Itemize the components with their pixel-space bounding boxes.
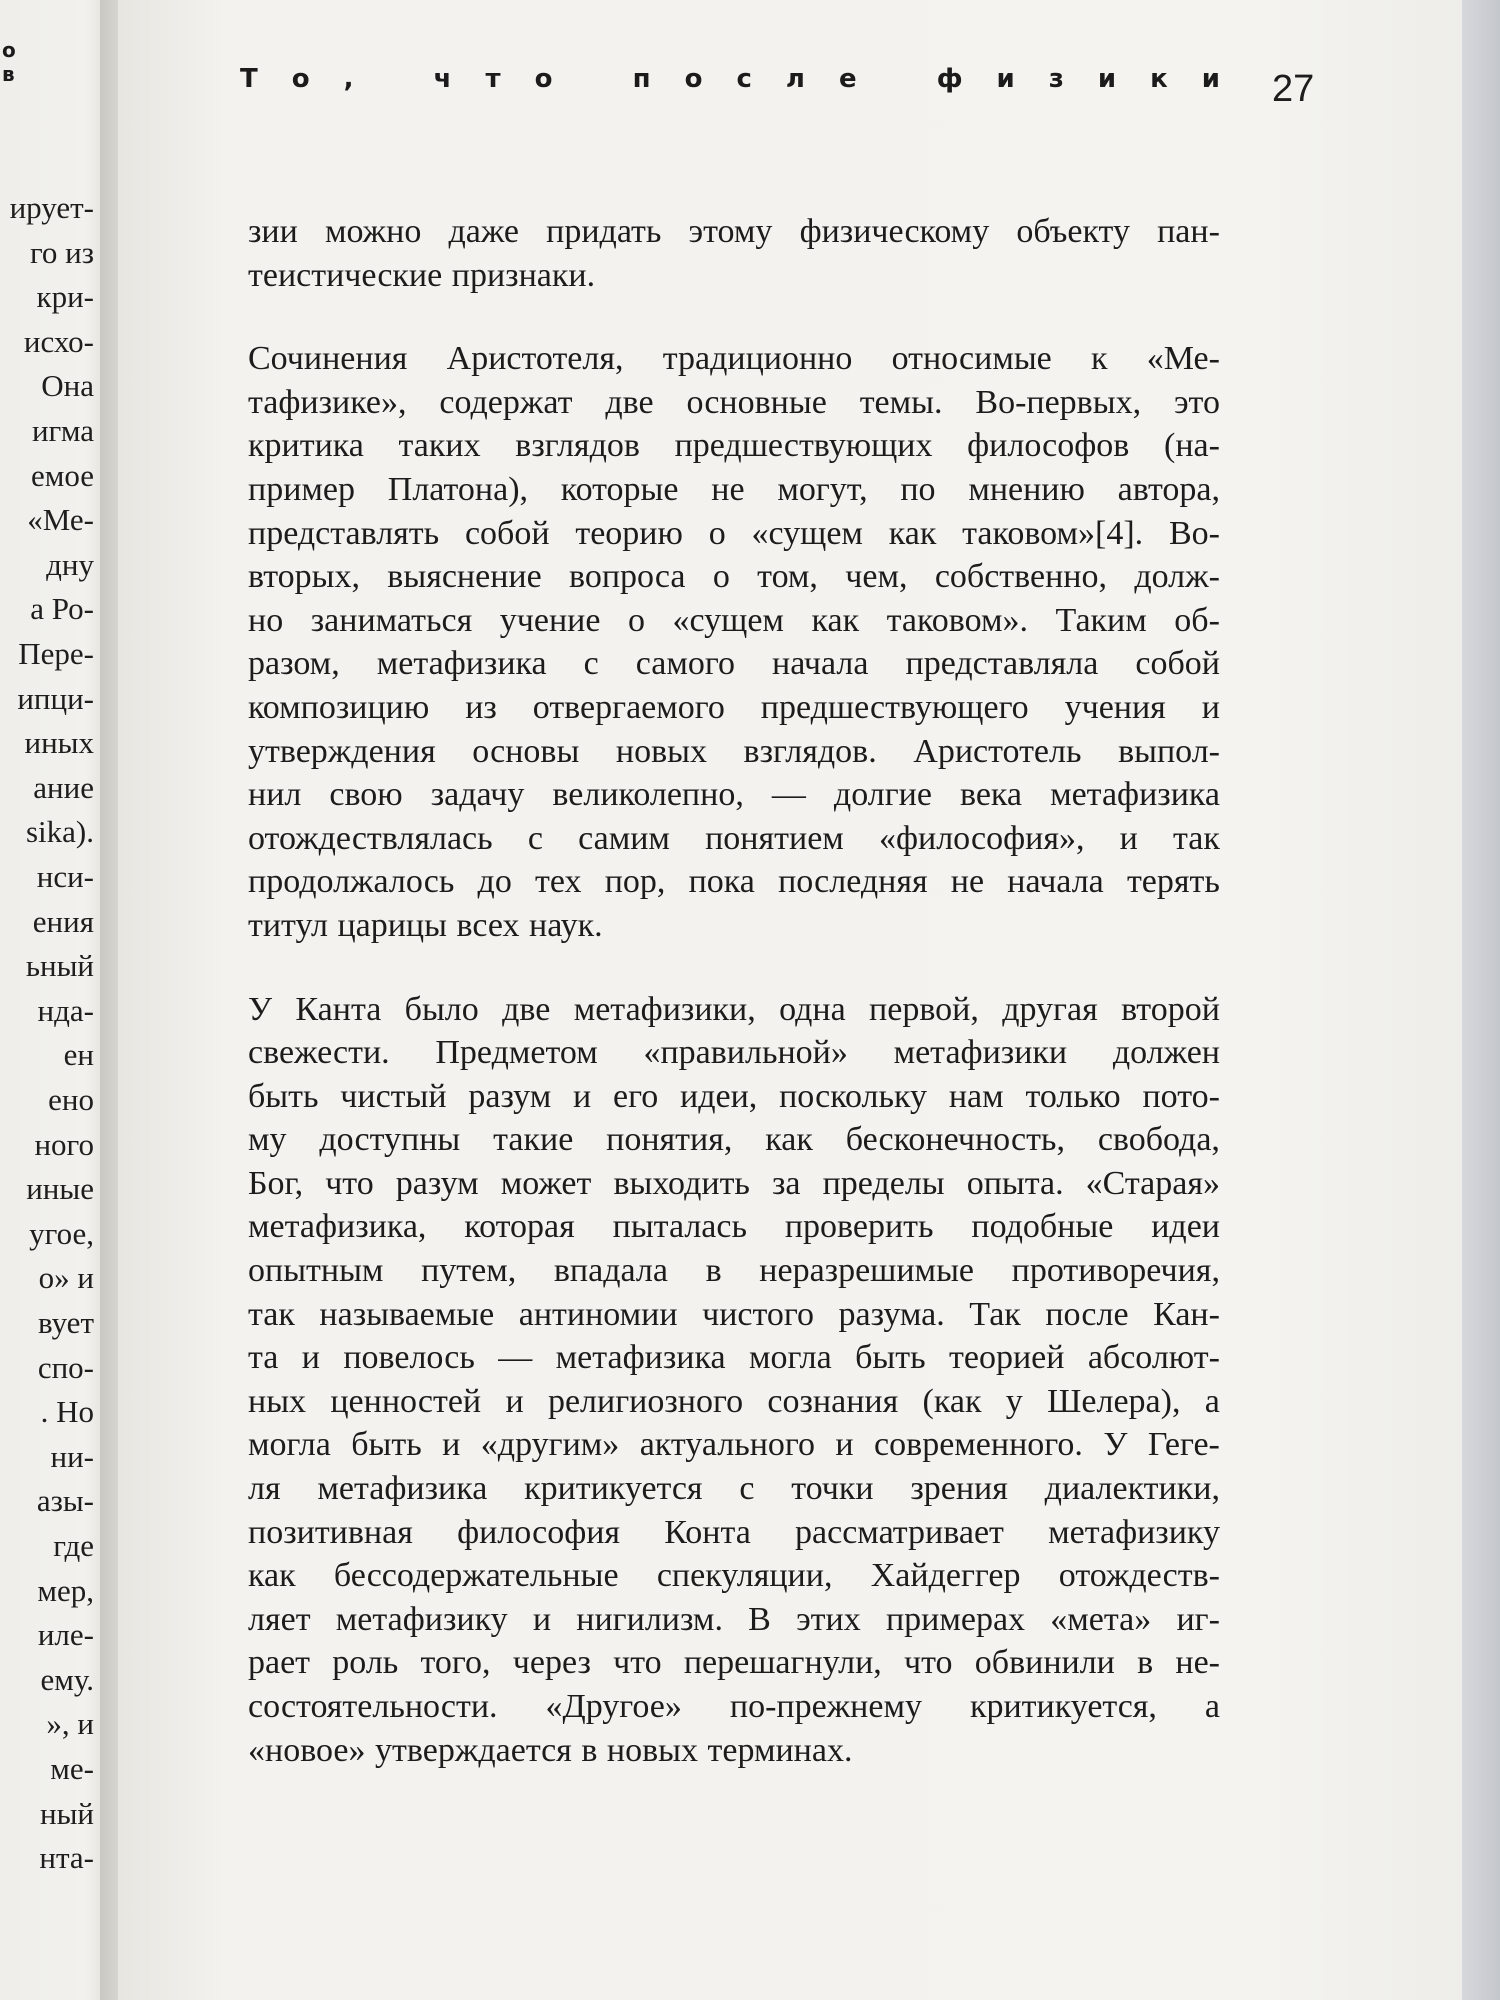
paragraph-gap <box>248 297 1220 337</box>
left-page-line-fragment: нта- <box>39 1840 94 1876</box>
left-page-line-fragment: исхо- <box>23 323 94 359</box>
left-page-line-fragment: о» и <box>38 1260 94 1296</box>
running-title-word: Т о , <box>240 64 354 94</box>
text-line: пример Платона), которые не могут, по мнению автора, <box>248 470 1220 508</box>
left-page-line-fragment: ения <box>32 903 94 939</box>
text-line: нил свою задачу великолепно, — долгие века метафизика <box>248 776 1220 814</box>
left-page-line-fragment: ено <box>48 1082 94 1117</box>
text-line: метафизика, которая пыталась проверить подобные идеи <box>248 1208 1220 1246</box>
page-edge <box>1462 0 1500 2000</box>
paragraph <box>248 210 1220 297</box>
left-page-line-fragment: кри- <box>36 279 94 315</box>
text-line: но заниматься учение о «сущем как таковом». Таким об- <box>248 601 1220 639</box>
text-line: состоятельности. «Другое» по-прежнему критикуется, а <box>248 1688 1220 1725</box>
text-line: представлять собой теорию о «сущем как таковом»[4]. Во- <box>248 514 1220 552</box>
text-line: ляет метафизику и нигилизм. В этих примерах «мета» иг- <box>248 1600 1220 1638</box>
left-page-line-fragment: », и <box>46 1706 94 1742</box>
text-line: так называемые антиномии чистого разума. Так после Кан- <box>248 1295 1220 1333</box>
left-page-line-fragment: где <box>53 1528 94 1563</box>
text-line: вторых, выяснение вопроса о том, чем, собственно, долж- <box>248 558 1220 596</box>
left-page-line-fragment: ный <box>39 1795 94 1831</box>
left-page-line-fragment: ме- <box>50 1751 94 1786</box>
text-line: «новое» утверждается в новых терминах. <box>248 1731 853 1769</box>
left-page-line-fragment: ему. <box>40 1661 94 1697</box>
text-line: ля метафизика критикуется с точки зрения диалектики, <box>248 1470 1220 1508</box>
text-line: позитивная философия Конта рассматривает метафизику <box>248 1513 1220 1551</box>
left-page-line-fragment: sika). <box>25 814 94 850</box>
left-page-line-fragment: нда- <box>37 992 94 1028</box>
left-page-line-fragment: «Ме- <box>27 502 94 538</box>
left-page-line-fragment: нси- <box>36 859 94 894</box>
text-line: титул царицы всех наук. <box>248 906 603 944</box>
left-page-line-fragment: дну <box>46 546 94 582</box>
text-line: критика таких взглядов предшествующих философов (на- <box>248 427 1220 465</box>
text-line: разом, метафизика с самого начала представляла собой <box>248 645 1220 683</box>
page-number: 27 <box>1272 68 1315 110</box>
paragraph <box>248 337 1220 947</box>
text-line: Бог, что разум может выходить за пределы опыта. «Старая» <box>248 1164 1220 1202</box>
left-page-line-fragment: ен <box>63 1037 94 1073</box>
left-page-line-fragment: иле- <box>37 1617 94 1653</box>
left-page-line-fragment: го из <box>29 234 94 270</box>
paragraph <box>248 988 1220 1773</box>
text-line: как бессодержательные спекуляции, Хайдеггер отождеств- <box>248 1557 1220 1595</box>
left-page-line-fragment: а Ро- <box>30 591 94 627</box>
left-page-line-fragment: азы- <box>36 1483 94 1519</box>
left-page-line-fragment: емое <box>30 457 94 493</box>
left-page-line-fragment: угое, <box>29 1215 94 1251</box>
text-line: свежести. Предметом «правильной» метафизики должен <box>248 1034 1220 1072</box>
text-line: продолжалось до тех пор, пока последняя не начала терять <box>248 863 1220 901</box>
left-page-line-fragment: иных <box>24 725 94 761</box>
left-page-line-fragment: спо- <box>37 1349 94 1385</box>
text-line: композицию из отвергаемого предшествующего учения и <box>248 688 1220 726</box>
text-line: зии можно даже придать этому физическому объекту пан- <box>248 213 1220 250</box>
text-line: утверждения основы новых взглядов. Аристотель выпол- <box>248 732 1220 770</box>
running-title-word: ч т о <box>433 64 553 94</box>
left-page-line-fragment: Пере- <box>18 636 94 671</box>
left-page-line-fragment: иные <box>26 1171 94 1207</box>
text-line: ных ценностей и религиозного сознания (как у Шелера), а <box>248 1382 1220 1420</box>
text-line: теистические признаки. <box>248 256 596 294</box>
running-header <box>240 64 1220 94</box>
text-line: тафизике», содержат две основные темы. Во-первых, это <box>248 383 1220 421</box>
left-page-line-fragment: ипци- <box>17 680 94 716</box>
text-line: та и повелось — метафизика могла быть теорией абсолют- <box>248 1339 1220 1377</box>
left-page-line-fragment: ание <box>33 769 94 805</box>
left-page-line-fragment: Она <box>41 368 94 404</box>
text-line: му доступны такие понятия, как бесконечность, свобода, <box>248 1121 1220 1159</box>
text-line: быть чистый разум и его идеи, поскольку нам только пото- <box>248 1077 1220 1115</box>
left-page-line-fragment: ного <box>34 1126 94 1162</box>
left-page-line-fragment: ьный <box>25 948 94 984</box>
text-line: отождествлялась с самим понятием «философия», и так <box>248 819 1220 857</box>
left-page-line-fragment: вует <box>38 1305 94 1340</box>
left-page-line-fragment: ирует- <box>9 190 94 225</box>
text-line: могла быть и «другим» актуального и современного. У Геге- <box>248 1426 1220 1464</box>
left-page-line-fragment: мер, <box>37 1572 94 1608</box>
left-page-line-fragment: игма <box>31 413 94 448</box>
left-page-line-fragment: . Но <box>40 1394 94 1430</box>
running-title-word: ф и з и к и <box>936 64 1220 94</box>
text-line: Сочинения Аристотеля, традиционно относимые к «Ме- <box>248 340 1220 378</box>
text-line: У Канта было две метафизики, одна первой, другая второй <box>248 990 1220 1028</box>
paragraph-gap <box>248 948 1220 988</box>
left-page-line-fragment: ни- <box>50 1438 94 1474</box>
body-text <box>248 210 1220 1772</box>
text-line: рает роль того, через что перешагнули, что обвинили в не- <box>248 1644 1220 1682</box>
running-title-word: п о с л е <box>632 64 857 94</box>
left-page-header: о в <box>2 38 50 86</box>
text-line: опытным путем, впадала в неразрешимые противоречия, <box>248 1252 1220 1290</box>
